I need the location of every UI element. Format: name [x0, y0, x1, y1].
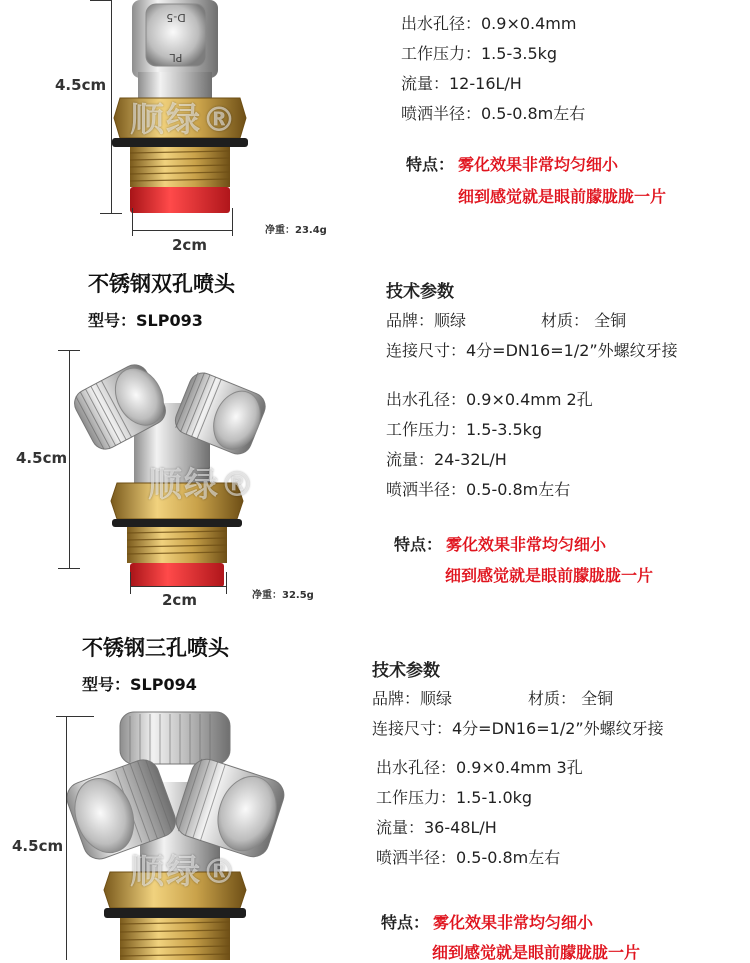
spec-connection: 连接尺寸：4分=DN16=1/2”外螺纹牙接: [372, 719, 664, 738]
spec-flow: 流量：24-32L/H: [386, 450, 507, 469]
height-dimension-line: [69, 350, 70, 568]
feature-line-2: 细到感觉就是眼前朦胧胧一片: [458, 187, 667, 206]
watermark: 顺绿®: [130, 100, 238, 140]
dimension-tick: [130, 572, 131, 594]
feature-line-1: 雾化效果非常均匀细小: [433, 913, 594, 932]
dimension-tick: [100, 213, 122, 214]
spec-material: 材质： 全铜: [541, 311, 627, 330]
dimension-tick: [90, 0, 112, 1]
spec-flow: 流量：36-48L/H: [376, 818, 497, 837]
product-title: 不锈钢双孔喷头: [88, 272, 235, 296]
dimension-tick: [232, 208, 233, 236]
height-dimension-line: [66, 716, 67, 960]
feature-line-2: 细到感觉就是眼前朦胧胧一片: [432, 943, 641, 962]
nozzle-engraving-bottom: PL: [169, 51, 183, 64]
feature-line-2: 细到感觉就是眼前朦胧胧一片: [445, 566, 654, 585]
spec-outlet: 出水孔径：0.9×0.4mm 2孔: [386, 390, 593, 409]
feature-label: 特点：: [394, 535, 443, 554]
dimension-tick: [58, 568, 80, 569]
spec-brand: 品牌：顺绿: [386, 311, 467, 330]
spec-radius: 喷洒半径：0.5-0.8m左右: [376, 848, 561, 867]
spec-material: 材质： 全铜: [528, 689, 614, 708]
dimension-tick: [226, 572, 227, 594]
spec-connection: 连接尺寸：4分=DN16=1/2”外螺纹牙接: [386, 341, 678, 360]
weight-label: 净重：32.5g: [252, 590, 314, 601]
spec-brand: 品牌：顺绿: [372, 689, 453, 708]
specs-title: 技术参数: [372, 661, 440, 681]
spec-outlet: 出水孔径：0.9×0.4mm: [401, 14, 577, 33]
watermark: 顺绿®: [130, 852, 238, 892]
dimension-tick: [56, 716, 94, 717]
width-dimension-line: [130, 586, 226, 587]
spec-flow: 流量：12-16L/H: [401, 74, 522, 93]
specs-title: 技术参数: [386, 282, 454, 302]
spec-radius: 喷洒半径：0.5-0.8m左右: [386, 480, 571, 499]
feature-line-1: 雾化效果非常均匀细小: [458, 155, 619, 174]
feature-label: 特点：: [406, 155, 455, 174]
spec-outlet: 出水孔径：0.9×0.4mm 3孔: [376, 758, 583, 777]
triple-nozzle-image: [70, 712, 280, 960]
weight-label: 净重：23.4g: [265, 225, 327, 236]
width-label: 2cm: [162, 591, 197, 609]
height-label: 4.5cm: [12, 837, 64, 855]
spec-pressure: 工作压力：1.5-3.5kg: [401, 44, 558, 63]
spec-pressure: 工作压力：1.5-3.5kg: [386, 420, 543, 439]
product-model: 型号：SLP094: [82, 675, 197, 694]
width-dimension-line: [132, 230, 232, 231]
spec-pressure: 工作压力：1.5-1.0kg: [376, 788, 533, 807]
spec-radius: 喷洒半径：0.5-0.8m左右: [401, 104, 586, 123]
feature-label: 特点：: [381, 913, 430, 932]
dimension-tick: [132, 208, 133, 236]
watermark: 顺绿®: [148, 465, 256, 505]
height-dimension-line: [111, 0, 112, 213]
feature-line-1: 雾化效果非常均匀细小: [446, 535, 607, 554]
product-model: 型号：SLP093: [88, 311, 203, 330]
nozzle-engraving-top: D-5: [166, 11, 186, 24]
product-title: 不锈钢三孔喷头: [82, 636, 229, 660]
height-label: 4.5cm: [16, 449, 68, 467]
height-label: 4.5cm: [55, 76, 107, 94]
width-label: 2cm: [172, 236, 207, 254]
